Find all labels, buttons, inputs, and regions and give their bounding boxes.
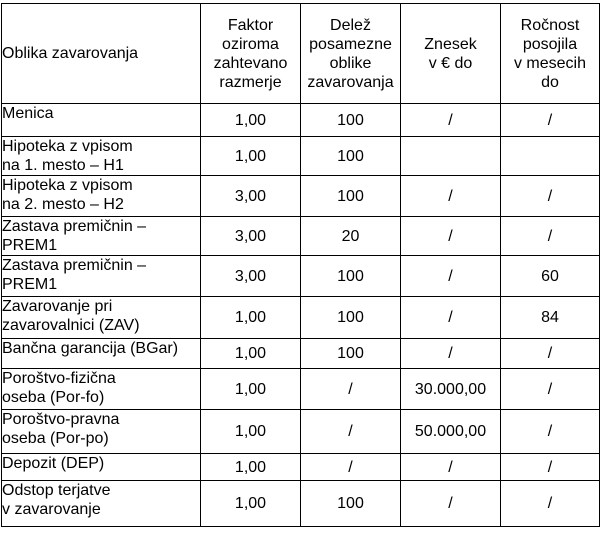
table-row bbox=[2, 297, 600, 339]
cell-collateral-type: Poroštvo-fizična oseba (Por-fo) bbox=[2, 369, 201, 410]
cell-share: 100 bbox=[301, 256, 401, 297]
cell-amount: 30.000,00 bbox=[401, 369, 501, 410]
table-row bbox=[2, 481, 600, 527]
table-row bbox=[2, 104, 600, 137]
cell-share: 100 bbox=[301, 339, 401, 369]
cell-term: / bbox=[501, 481, 600, 527]
cell-amount: / bbox=[401, 454, 501, 481]
cell-factor: 1,00 bbox=[201, 339, 301, 369]
cell-term: 60 bbox=[501, 256, 600, 297]
cell-share: 100 bbox=[301, 297, 401, 339]
table-row bbox=[2, 137, 600, 176]
table-row bbox=[2, 256, 600, 297]
cell-amount: 50.000,00 bbox=[401, 410, 501, 454]
header-factor: Faktor oziroma zahtevano razmerje bbox=[201, 4, 301, 104]
cell-share: 100 bbox=[301, 176, 401, 217]
table-row bbox=[2, 339, 600, 369]
cell-collateral-type: Hipoteka z vpisom na 1. mesto – H1 bbox=[2, 137, 201, 176]
header-row bbox=[2, 4, 600, 104]
cell-share: 100 bbox=[301, 104, 401, 137]
cell-amount: / bbox=[401, 176, 501, 217]
cell-factor: 1,00 bbox=[201, 481, 301, 527]
table-row bbox=[2, 410, 600, 454]
cell-term: / bbox=[501, 369, 600, 410]
table-row bbox=[2, 176, 600, 217]
cell-collateral-type: Odstop terjatve v zavarovanje bbox=[2, 481, 201, 527]
cell-factor: 3,00 bbox=[201, 217, 301, 256]
cell-collateral-type: Zastava premičnin – PREM1 bbox=[2, 217, 201, 256]
cell-share: 100 bbox=[301, 481, 401, 527]
table-row bbox=[2, 369, 600, 410]
cell-term: / bbox=[501, 339, 600, 369]
cell-amount: / bbox=[401, 297, 501, 339]
cell-term: / bbox=[501, 217, 600, 256]
cell-collateral-type: Menica bbox=[2, 104, 201, 137]
table-row bbox=[2, 217, 600, 256]
header-term: Ročnost posojila v mesecih do bbox=[501, 4, 600, 104]
cell-share: / bbox=[301, 369, 401, 410]
cell-term: / bbox=[501, 410, 600, 454]
cell-collateral-type: Zastava premičnin – PREM1 bbox=[2, 256, 201, 297]
cell-term: / bbox=[501, 104, 600, 137]
collateral-table bbox=[1, 3, 600, 527]
header-amount: Znesek v € do bbox=[401, 4, 501, 104]
cell-factor: 1,00 bbox=[201, 410, 301, 454]
cell-amount: / bbox=[401, 481, 501, 527]
cell-factor: 1,00 bbox=[201, 137, 301, 176]
cell-amount: / bbox=[401, 217, 501, 256]
cell-factor: 1,00 bbox=[201, 104, 301, 137]
cell-factor: 3,00 bbox=[201, 176, 301, 217]
cell-factor: 1,00 bbox=[201, 297, 301, 339]
cell-collateral-type: Depozit (DEP) bbox=[2, 454, 201, 481]
cell-collateral-type: Hipoteka z vpisom na 2. mesto – H2 bbox=[2, 176, 201, 217]
cell-term: / bbox=[501, 176, 600, 217]
cell-factor: 1,00 bbox=[201, 454, 301, 481]
cell-collateral-type: Zavarovanje pri zavarovalnici (ZAV) bbox=[2, 297, 201, 339]
cell-amount bbox=[401, 137, 501, 176]
cell-term: 84 bbox=[501, 297, 600, 339]
cell-share: / bbox=[301, 410, 401, 454]
cell-amount: / bbox=[401, 339, 501, 369]
cell-amount: / bbox=[401, 256, 501, 297]
table-row bbox=[2, 454, 600, 481]
cell-share: 20 bbox=[301, 217, 401, 256]
cell-share: / bbox=[301, 454, 401, 481]
cell-term bbox=[501, 137, 600, 176]
header-share: Delež posamezne oblike zavarovanja bbox=[301, 4, 401, 104]
cell-term: / bbox=[501, 454, 600, 481]
header-collateral-type: Oblika zavarovanja bbox=[2, 4, 201, 104]
cell-collateral-type: Poroštvo-pravna oseba (Por-po) bbox=[2, 410, 201, 454]
cell-factor: 1,00 bbox=[201, 369, 301, 410]
cell-share: 100 bbox=[301, 137, 401, 176]
cell-factor: 3,00 bbox=[201, 256, 301, 297]
cell-collateral-type: Bančna garancija (BGar) bbox=[2, 339, 201, 369]
cell-amount: / bbox=[401, 104, 501, 137]
